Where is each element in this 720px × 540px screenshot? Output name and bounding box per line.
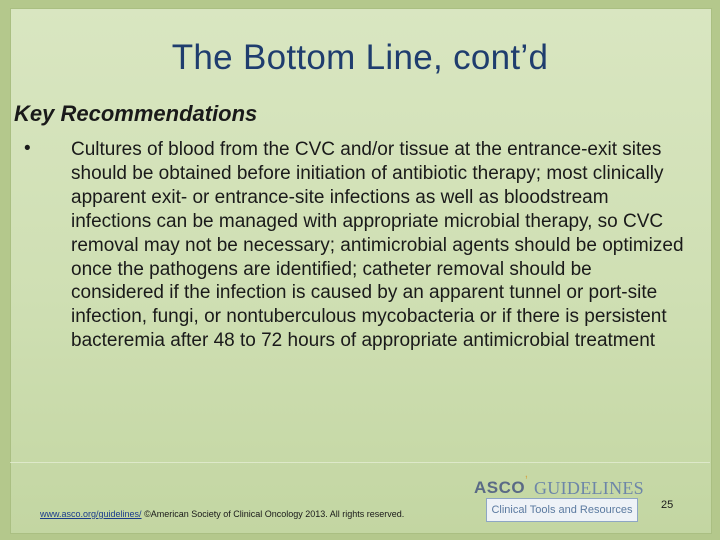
slide-subtitle: Key Recommendations [14,101,258,126]
slide-title: The Bottom Line, cont’d [171,38,549,77]
footer-text [40,509,404,519]
logo-tagline: Clinical Tools and Resources [491,504,633,516]
bullet-marker: • [24,138,31,159]
guidelines-link[interactable]: www.asco.org/guidelines/ [40,509,142,519]
asco-guidelines-logo [472,473,644,522]
logo-product: GUIDELINES [534,478,644,498]
page-number: 25 [661,499,674,511]
footer-divider [10,462,710,463]
logo-swoosh-icon: ʼ [525,473,528,488]
logo-tagline-box [486,498,638,522]
logo-brand: ASCO [474,478,526,497]
logo-wordmark [472,473,644,498]
copyright-text: ©American Society of Clinical Oncology 2013. All rights reserved. [141,509,405,519]
bullet-item [24,138,684,353]
bullet-text: Cultures of blood from the CVC and/or tissue at the entrance-exit sites should be obtained before initiation of antibiotic therapy; most clinically apparent exit- or entrance-site infections as well as bloodstream infections can be managed with appropriate microbial therapy, so CVC removal may not be necessary; antimicrobial agents should be optimized once the pathogens are identified; catheter removal should be considered if the infection is caused by an apparent tunnel or port-site infection, fungi, or nontuberculous mycobacteria or if there is persistent bacteremia after 48 to 72 hours of appropriate antimicrobial treatment [71,139,684,352]
